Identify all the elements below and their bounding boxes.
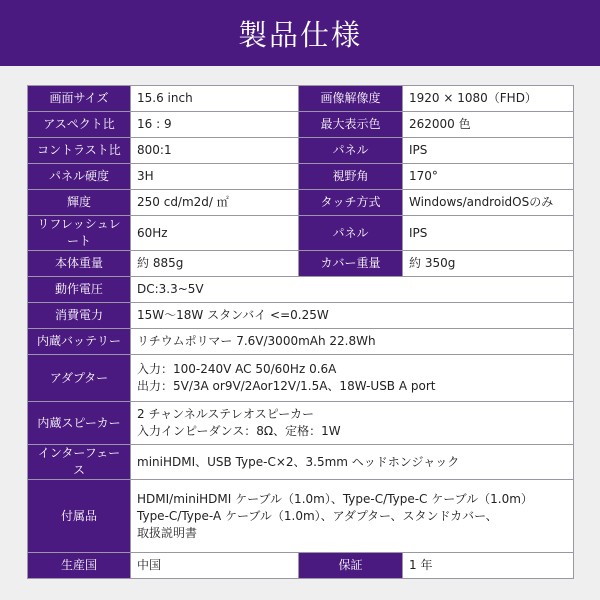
spec-value: 中国: [131, 553, 299, 579]
spec-value: IPS: [403, 216, 574, 251]
spec-value: 250 cd/m2d/ ㎡: [131, 190, 299, 216]
table-row: [28, 303, 574, 329]
spec-key: 内蔵バッテリー: [28, 329, 131, 355]
spec-key: コントラスト比: [28, 138, 131, 164]
speaker-type: 2 チャンネルステレオスピーカー: [137, 407, 315, 421]
accessory-line-2: Type-C/Type-A ケーブル（1.0m）、アダプター、スタンドカバー、: [137, 508, 498, 523]
adapter-input: 入力：100-240V AC 50/60Hz 0.6A: [137, 362, 337, 376]
spec-value: 約 350g: [403, 251, 574, 277]
spec-key: パネル: [299, 216, 403, 251]
spec-key: アダプター: [28, 355, 131, 402]
table-row: [28, 277, 574, 303]
spec-key: 動作電圧: [28, 277, 131, 303]
spec-key: 保証: [299, 553, 403, 579]
spec-table: [27, 85, 574, 579]
table-row: [28, 553, 574, 579]
table-row: [28, 190, 574, 216]
spec-key: アスペクト比: [28, 112, 131, 138]
spec-key: 本体重量: [28, 251, 131, 277]
accessory-line-1: HDMI/miniHDMI ケーブル（1.0m）、Type-C/Type-C ケーブル（1.0m）: [137, 491, 533, 506]
spec-value: miniHDMI、USB Type-C×2、3.5mm ヘッドホンジャック: [131, 445, 574, 480]
spec-value: IPS: [403, 138, 574, 164]
spec-value-multiline: [131, 480, 574, 553]
spec-key: パネル: [299, 138, 403, 164]
spec-key: カバー重量: [299, 251, 403, 277]
spec-key: 付属品: [28, 480, 131, 553]
spec-value: Windows/androidOSのみ: [403, 190, 574, 216]
spec-value: 16 : 9: [131, 112, 299, 138]
spec-value: 60Hz: [131, 216, 299, 251]
spec-value: DC:3.3~5V: [131, 277, 574, 303]
table-row: [28, 480, 574, 553]
spec-value: 170°: [403, 164, 574, 190]
spec-key: パネル硬度: [28, 164, 131, 190]
table-row: [28, 251, 574, 277]
title-banner: [0, 0, 600, 66]
spec-key: 画像解像度: [299, 86, 403, 112]
spec-key: 画面サイズ: [28, 86, 131, 112]
table-row: [28, 86, 574, 112]
table-row: [28, 138, 574, 164]
spec-value: 約 885g: [131, 251, 299, 277]
spec-key: 生産国: [28, 553, 131, 579]
spec-key: 視野角: [299, 164, 403, 190]
table-row: [28, 355, 574, 402]
spec-key: インターフェース: [28, 445, 131, 480]
spec-value: 15W～18W スタンバイ <=0.25W: [131, 303, 574, 329]
table-row: [28, 164, 574, 190]
spec-value: 3H: [131, 164, 299, 190]
table-row: [28, 112, 574, 138]
spec-value-multiline: [131, 355, 574, 402]
spec-key: タッチ方式: [299, 190, 403, 216]
speaker-impedance: 入力インピーダンス：8Ω、定格：1W: [137, 424, 341, 438]
accessory-line-3: 取扱説明書: [137, 525, 198, 540]
spec-value: 262000 色: [403, 112, 574, 138]
spec-value: 800:1: [131, 138, 299, 164]
spec-value: 1 年: [403, 553, 574, 579]
adapter-output: 出力：5V/3A or9V/2Aor12V/1.5A、18W-USB A port: [137, 379, 436, 393]
spec-value: 15.6 inch: [131, 86, 299, 112]
spec-key: 内蔵スピーカー: [28, 402, 131, 445]
spec-value: 1920 × 1080（FHD）: [403, 86, 574, 112]
spec-key: 消費電力: [28, 303, 131, 329]
spec-value-multiline: [131, 402, 574, 445]
table-row: [28, 216, 574, 251]
spec-value: リチウムポリマー 7.6V/3000mAh 22.8Wh: [131, 329, 574, 355]
table-row: [28, 402, 574, 445]
spec-key: 輝度: [28, 190, 131, 216]
spec-key: 最大表示色: [299, 112, 403, 138]
spec-key: リフレッシュレート: [28, 216, 131, 251]
table-row: [28, 445, 574, 480]
table-row: [28, 329, 574, 355]
page-title: 製品仕様: [237, 17, 362, 52]
